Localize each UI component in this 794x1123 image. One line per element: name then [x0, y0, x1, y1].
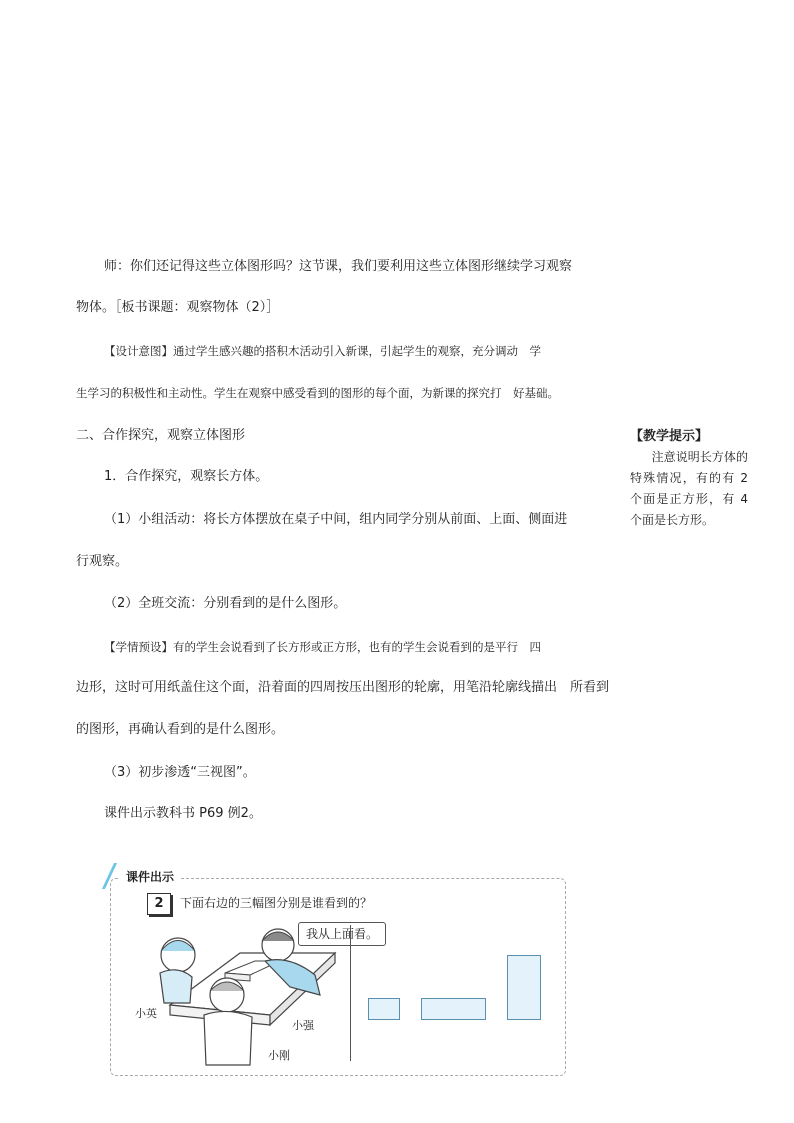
item-1-1-line-2: 行观察。	[76, 554, 129, 569]
preset-line-2: 边形，这时可用纸盖住这个面，沿着面的四周按压出图形的轮廓，用笔沿轮廓线描出 所看到	[76, 680, 610, 695]
item-1: 1．合作探究，观察长方体。	[104, 469, 269, 484]
courseware-tag	[118, 867, 180, 887]
teaching-tip	[630, 426, 748, 531]
design-intent-line-1: 【设计意图】通过学生感兴趣的搭积木活动引入新课，引起学生的观察，充分调动 学	[104, 344, 541, 358]
example-question: 下面右边的三幅图分别是谁看到的？	[180, 896, 373, 910]
label-xiaoqiang: 小强	[292, 1019, 314, 1032]
courseware-tag-label: 课件出示	[126, 870, 175, 884]
item-1-3: （3）初步渗透“三视图”。	[104, 765, 256, 780]
divider-line	[350, 925, 351, 1061]
preset-line-3: 的图形，再确认看到的是什么图形。	[76, 722, 285, 737]
teaching-tip-text: 注意说明长方体的特殊情况，有的有 2 个面是正方形，有 4 个面是长方形。	[630, 450, 748, 527]
design-intent-line-2: 生学习的积极性和主动性。学生在观察中感受看到的图形的每个面，为新课的探究打 好基础。	[76, 386, 559, 400]
teacher-line-1: 师：你们还记得这些立体图形吗？这节课，我们要利用这些立体图形继续学习观察	[104, 259, 573, 274]
item-1-2: （2）全班交流：分别看到的是什么图形。	[104, 596, 347, 611]
children-observing-illustration	[130, 925, 350, 1070]
view-wide-rect	[421, 998, 486, 1020]
preset-line-1: 【学情预设】有的学生会说看到了长方形或正方形，也有的学生会说看到的是平行 四	[104, 640, 541, 654]
xiaogang-body	[204, 1011, 252, 1065]
view-tall-rect	[507, 955, 541, 1020]
courseware-line: 课件出示教科书 P69 例2。	[104, 806, 262, 821]
label-xiaoying: 小英	[135, 1007, 157, 1020]
speech-bubble: 我从上面看。	[298, 922, 386, 946]
section-heading: 二、合作探究，观察立体图形	[76, 428, 246, 443]
xiaoying-body	[160, 970, 192, 1003]
item-1-1-line-1: （1）小组活动：将长方体摆放在桌子中间，组内同学分别从前面、上面、侧面进	[104, 512, 568, 527]
teaching-tip-title: 【教学提示】	[630, 429, 709, 444]
teacher-line-2: 物体。［板书课题：观察物体（2）］	[76, 300, 280, 315]
example-number: 2	[147, 893, 171, 915]
label-xiaogang: 小刚	[268, 1049, 290, 1062]
view-small-rect	[368, 998, 400, 1020]
